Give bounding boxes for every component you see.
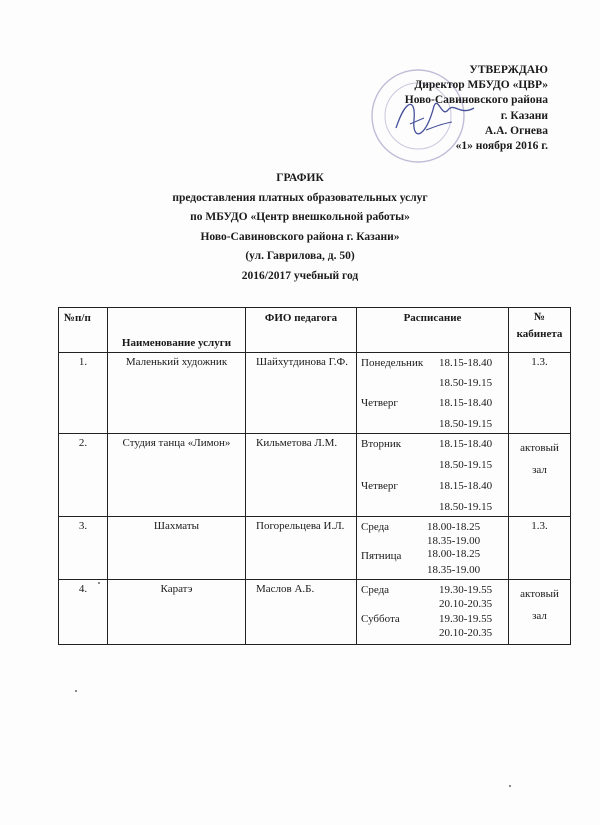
cell-schedule — [357, 353, 509, 434]
schedule-time: 18.00-18.25 — [427, 548, 481, 560]
table-row — [59, 580, 571, 645]
schedule-time: 18.50-19.15 — [439, 418, 493, 430]
schedule-time: 18.15-18.40 — [439, 438, 493, 450]
schedule-day: Среда — [361, 584, 390, 596]
table-row — [59, 517, 571, 580]
cell-service-name: Маленький художник — [108, 353, 246, 434]
cell-service-name: Каратэ — [108, 580, 246, 645]
header-room-line1: № — [533, 311, 546, 323]
approval-line-city: г. Казани — [500, 109, 548, 122]
cell-teacher: Кильметова Л.М. — [246, 434, 357, 517]
schedule-time: 19.30-19.55 — [439, 613, 493, 625]
cell-service-name: Студия танца «Лимон» — [108, 434, 246, 517]
cell-num: 1. — [59, 353, 108, 434]
schedule-time: 18.15-18.40 — [439, 397, 493, 409]
table-row — [59, 434, 571, 517]
cell-room — [509, 517, 571, 580]
document-title — [0, 169, 600, 287]
schedule-day: Среда — [361, 521, 390, 533]
approval-line-district: Ново-Савиновского района — [404, 94, 548, 107]
cell-service-name: Шахматы — [108, 517, 246, 580]
room-line: зал — [532, 610, 547, 622]
approval-line-approve: УТВЕРЖДАЮ — [469, 64, 548, 76]
approval-block — [405, 63, 548, 154]
schedule-day: Суббота — [361, 613, 400, 625]
schedule-time: 20.10-20.35 — [439, 598, 493, 610]
title-line: ГРАФИК — [276, 172, 324, 184]
title-line: по МБУДО «Центр внешкольной работы» — [190, 211, 410, 224]
schedule-day: Пятница — [361, 550, 402, 562]
schedule-time: 18.50-19.15 — [439, 501, 493, 513]
cell-teacher: Маслов А.Б. — [246, 580, 357, 645]
table-row — [59, 353, 571, 434]
schedule-day: Понедельник — [361, 357, 424, 369]
title-line: Ново-Савиновского района г. Казани» — [200, 230, 400, 243]
schedule-time: 18.00-18.25 — [427, 521, 481, 533]
room-line: 1.3. — [531, 356, 548, 368]
room-line: актовый — [520, 588, 559, 600]
cell-schedule — [357, 580, 509, 645]
schedule-time: 18.15-18.40 — [439, 480, 493, 492]
scan-speck — [75, 690, 77, 692]
cell-room — [509, 580, 571, 645]
schedule-time: 19.30-19.55 — [439, 584, 493, 596]
schedule-time: 18.35-19.00 — [427, 564, 481, 576]
cell-num: 3. — [59, 517, 108, 580]
schedule-time: 18.50-19.15 — [439, 377, 493, 389]
header-num: №п/п — [59, 308, 108, 353]
cell-num: 2. — [59, 434, 108, 517]
cell-room — [509, 353, 571, 434]
room-line: 1.3. — [531, 520, 548, 532]
cell-schedule — [357, 434, 509, 517]
scan-speck — [509, 785, 511, 787]
header-service-name: Наименование услуги — [108, 308, 246, 353]
title-line: 2016/2017 учебный год — [241, 269, 359, 282]
schedule-table — [58, 307, 571, 645]
header-teacher: ФИО педагога — [246, 308, 357, 353]
schedule-day: Вторник — [361, 438, 402, 450]
schedule-time: 18.50-19.15 — [439, 459, 493, 471]
table-header-row — [59, 308, 571, 353]
title-line: (ул. Гаврилова, д. 50) — [245, 250, 355, 263]
header-room-line2: кабинета — [516, 328, 563, 340]
schedule-day: Четверг — [361, 397, 398, 409]
header-room — [509, 308, 571, 353]
header-schedule: Расписание — [357, 308, 509, 353]
schedule-day: Четверг — [361, 480, 398, 492]
room-line: зал — [532, 464, 547, 476]
approval-line-date: «1» ноября 2016 г. — [455, 140, 548, 153]
schedule-time: 18.15-18.40 — [439, 357, 493, 369]
schedule-time: 20.10-20.35 — [439, 627, 493, 639]
cell-teacher: Погорельцева И.Л. — [246, 517, 357, 580]
title-line: предоставления платных образовательных услуг — [172, 191, 428, 204]
room-line: актовый — [520, 442, 559, 454]
approval-line-director: Директор МБУДО «ЦВР» — [414, 79, 548, 92]
cell-teacher: Шайхутдинова Г.Ф. — [246, 353, 357, 434]
cell-num: 4. — [59, 580, 108, 645]
cell-schedule — [357, 517, 509, 580]
schedule-time: 18.35-19.00 — [427, 535, 481, 547]
cell-room — [509, 434, 571, 517]
scan-speck — [98, 582, 100, 584]
approval-line-name: А.А. Огнева — [484, 124, 548, 137]
